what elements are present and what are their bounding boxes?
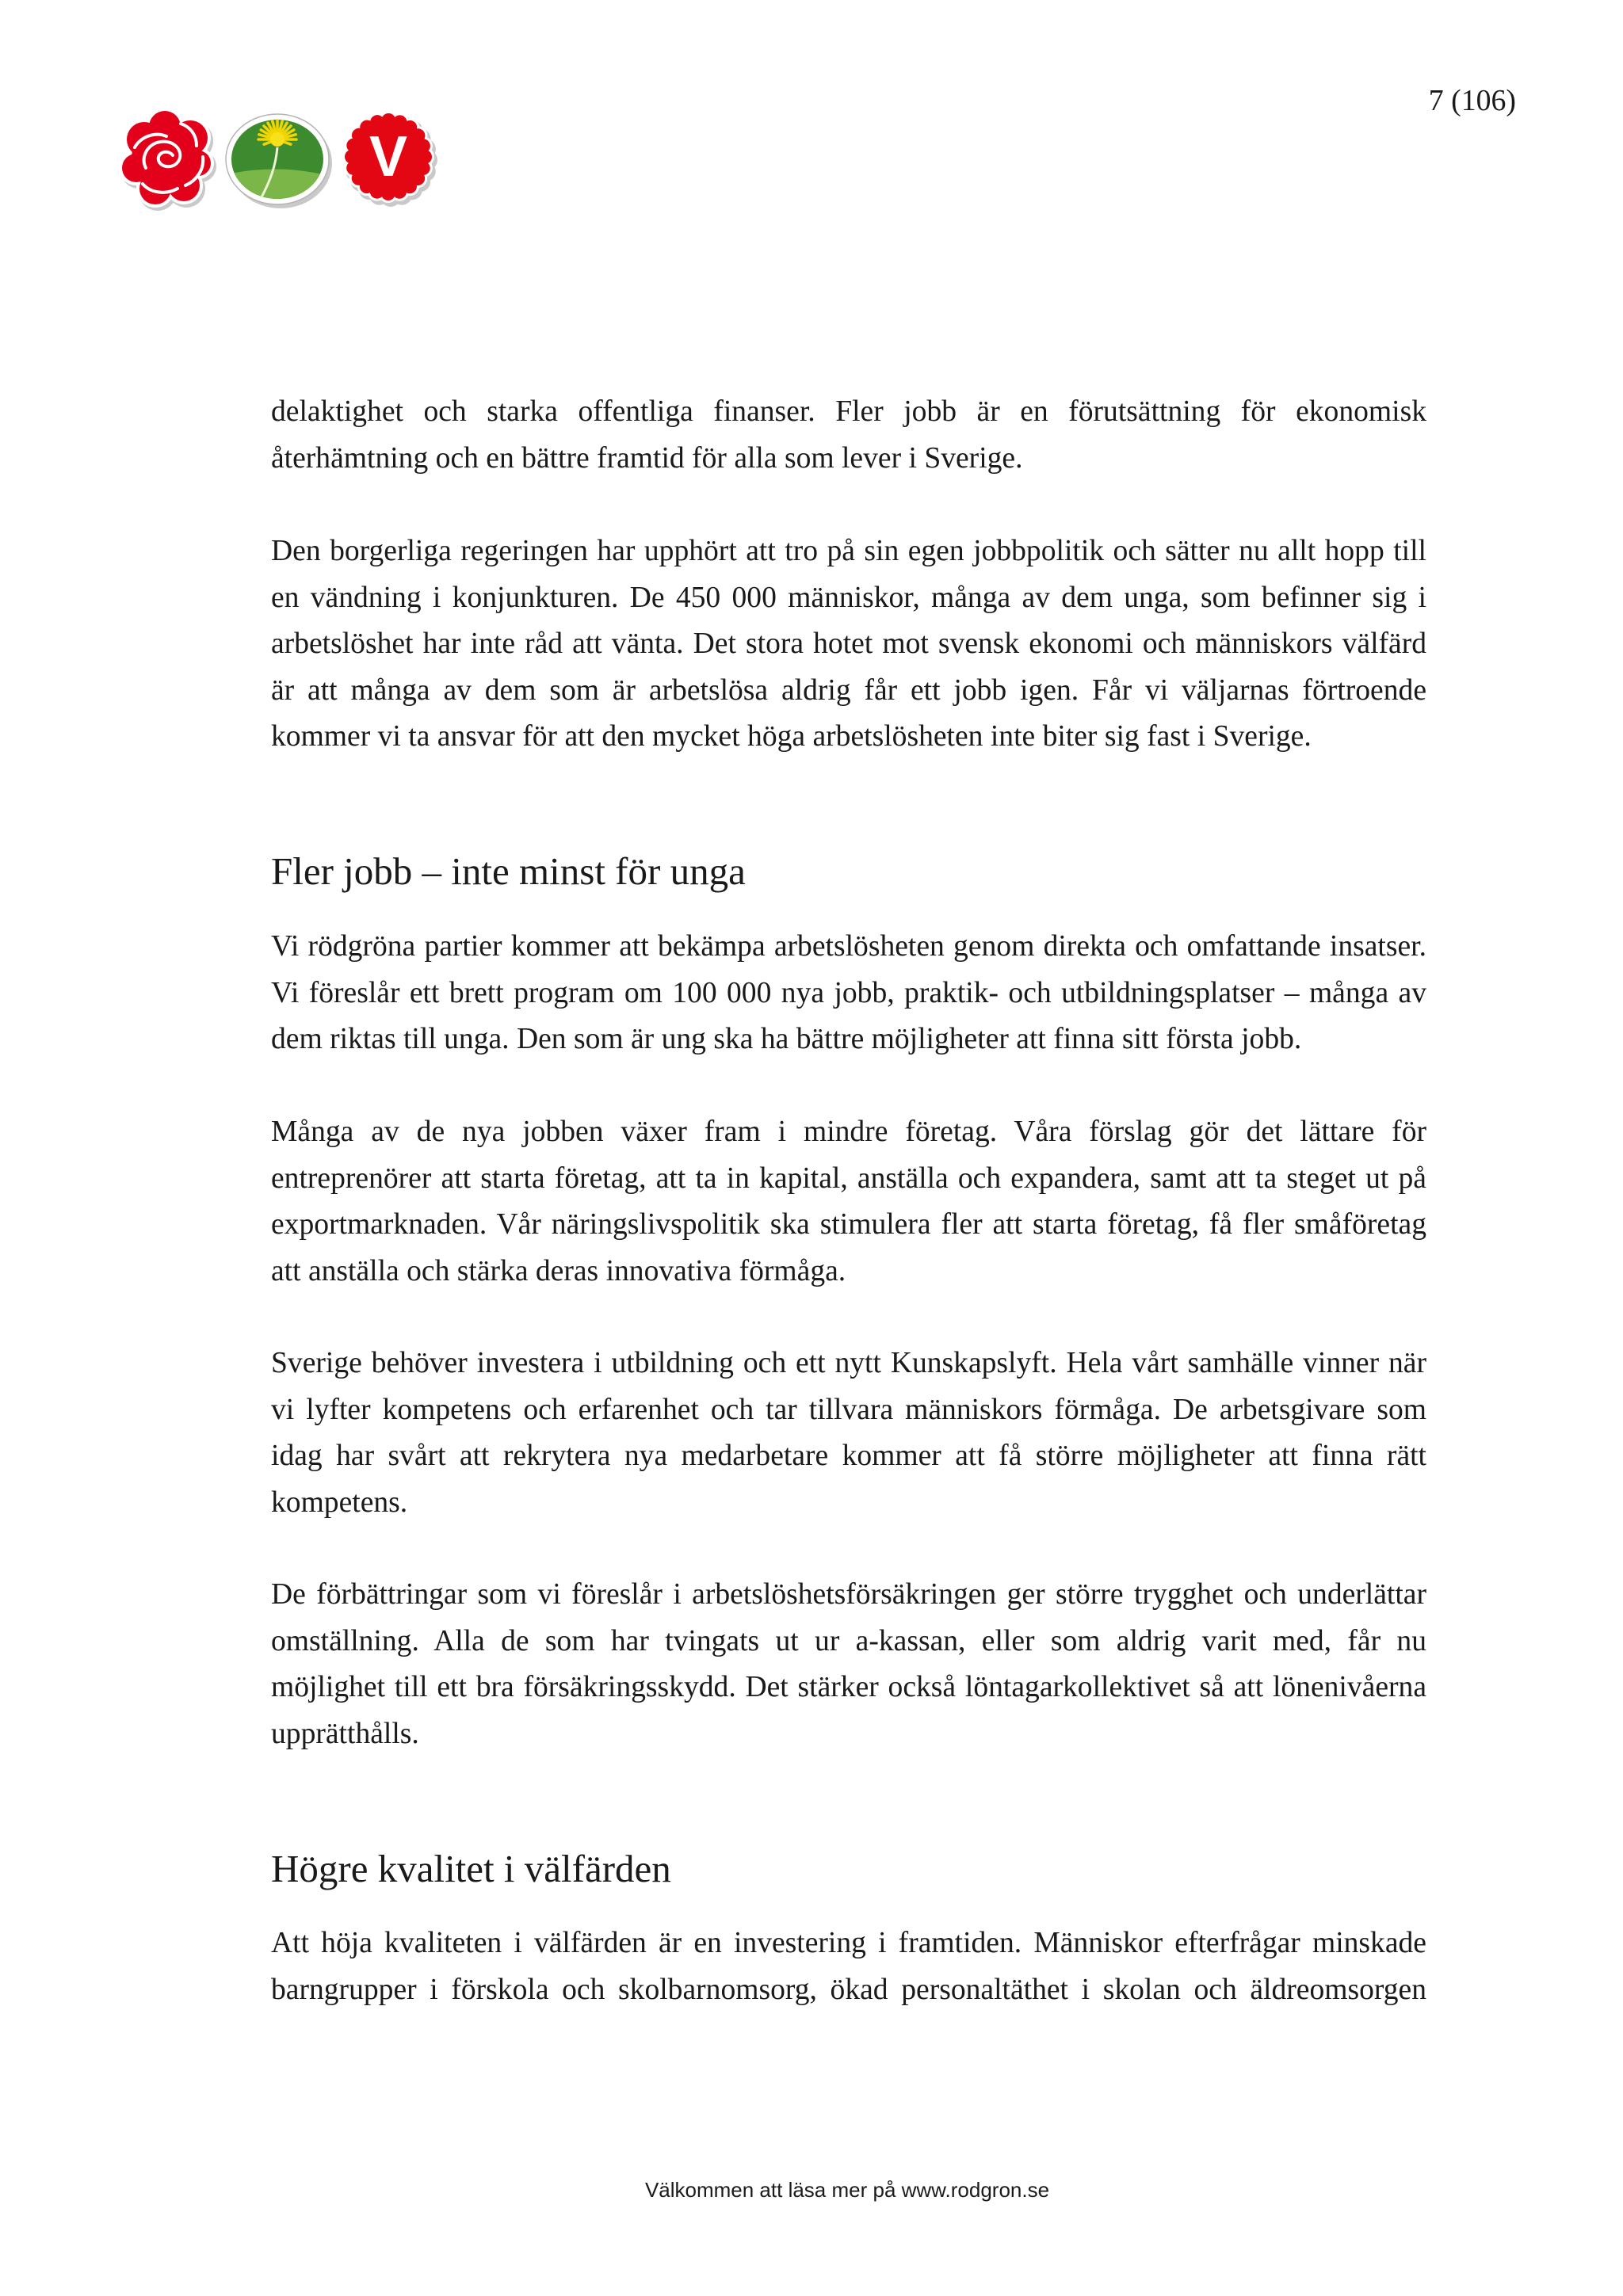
paragraph-line: Vi rödgröna partier kommer att bekämpa arbetslösheten genom direkta och omfattande insatser. bbox=[271, 930, 1426, 963]
paragraph-line: möjlighet till ett bra försäkringsskydd. Det stärker också löntagarkollektivet så att lönenivåerna bbox=[271, 1671, 1426, 1704]
paragraph-line: upprätthålls. bbox=[271, 1717, 419, 1750]
paragraph-line: Vi föreslår ett brett program om 100 000 nya jobb, praktik- och utbildningsplatser – många av bbox=[271, 976, 1426, 1009]
paragraph-line: är att många av dem som är arbetslösa aldrig får ett jobb igen. Får vi väljarnas förtroende bbox=[271, 673, 1426, 707]
paragraph-line: Att höja kvaliteten i välfärden är en investering i framtiden. Människor efterfrågar minskade bbox=[271, 1927, 1426, 1959]
section-heading: Fler jobb – inte minst för unga bbox=[271, 849, 746, 893]
paragraph bbox=[271, 1920, 1426, 2013]
paragraph bbox=[271, 924, 1426, 1063]
paragraph-line: delaktighet och starka offentliga finanser. Fler jobb är en förutsättning för ekonomisk bbox=[271, 395, 1426, 428]
paragraph-line: en vändning i konjunkturen. De 450 000 människor, många av dem unga, som befinner sig i bbox=[271, 581, 1426, 614]
section-heading: Högre kvalitet i välfärden bbox=[271, 1847, 671, 1890]
dandelion-logo-icon bbox=[220, 109, 336, 211]
paragraph-line: kompetens. bbox=[271, 1486, 408, 1519]
paragraph bbox=[271, 389, 1426, 482]
paragraph-line: Sverige behöver investera i utbildning och ett nytt Kunskapslyft. Hela vårt samhälle vinner när bbox=[271, 1347, 1426, 1379]
page-number: 7 (106) bbox=[1428, 84, 1516, 117]
v-logo-icon bbox=[341, 108, 439, 209]
v-logo-letter: V bbox=[369, 125, 408, 189]
paragraph-line: omställning. Alla de som har tvingats ut ur a-kassan, eller som aldrig varit med, får nu bbox=[271, 1624, 1426, 1657]
footer-text: Välkommen att läsa mer på www.rodgron.se bbox=[644, 2178, 1050, 2202]
paragraph-line: dem riktas till unga. Den som är ung ska ha bättre möjligheter att finna sitt första jobb. bbox=[271, 1023, 1302, 1056]
paragraph-line: barngrupper i förskola och skolbarnomsorg, ökad personaltäthet i skolan och äldreomsorgen bbox=[271, 1973, 1426, 2006]
paragraph-line: arbetslöshet har inte råd att vänta. Det stora hotet mot svensk ekonomi och människors välfärd bbox=[271, 627, 1426, 661]
paragraph-line: vi lyfter kompetens och erfarenhet och tar tillvara människors förmåga. De arbetsgivare som bbox=[271, 1393, 1426, 1426]
paragraph bbox=[271, 1109, 1426, 1295]
paragraph bbox=[271, 528, 1426, 761]
paragraph-line: entreprenörer att starta företag, att ta in kapital, anställa och expandera, samt att ta steget ut på bbox=[271, 1161, 1426, 1195]
paragraph-line: att anställa och stärka deras innovativa förmåga. bbox=[271, 1254, 846, 1287]
paragraph-line: kommer vi ta ansvar för att den mycket höga arbetslösheten inte biter sig fast i Sverige. bbox=[271, 720, 1312, 753]
paragraph-line: De förbättringar som vi föreslår i arbetslöshetsförsäkringen ger större trygghet och underlättar bbox=[271, 1578, 1426, 1611]
paragraph-line: återhämtning och en bättre framtid för alla som lever i Sverige. bbox=[271, 441, 1023, 475]
paragraph-line: Många av de nya jobben växer fram i mindre företag. Våra förslag gör det lättare för bbox=[271, 1116, 1426, 1148]
paragraph-line: idag har svårt att rekrytera nya medarbetare kommer att få större möjligheter att finna rätt bbox=[271, 1440, 1426, 1473]
paragraph-line: exportmarknaden. Vår näringslivspolitik ska stimulera fler att starta företag, få fler småföretag bbox=[271, 1208, 1426, 1241]
paragraph bbox=[271, 1572, 1426, 1757]
paragraph bbox=[271, 1341, 1426, 1526]
paragraph-line: Den borgerliga regeringen har upphört att tro på sin egen jobbpolitik och sätter nu allt hopp till bbox=[271, 535, 1426, 567]
rose-logo-icon bbox=[114, 105, 219, 211]
